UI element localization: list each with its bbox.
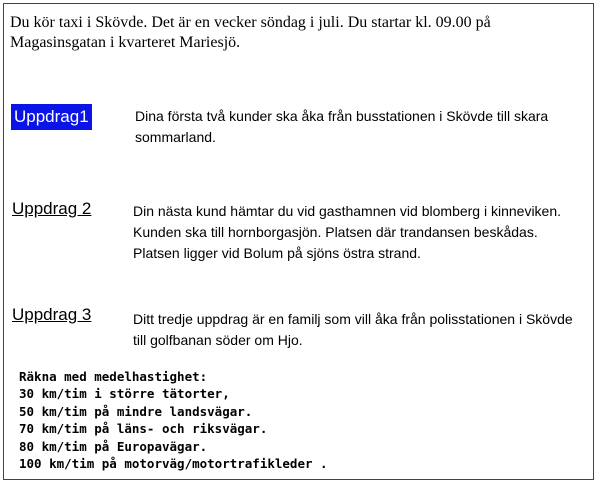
speed-heading: Räkna med medelhastighet: (19, 369, 208, 384)
assignment-3-text: Ditt tredje uppdrag är en familj som vill åka från polisstationen i Skövde till golfbanan söder om Hjo. (133, 311, 573, 348)
assignment-1-label[interactable]: Uppdrag1 (11, 104, 92, 130)
speed-info (19, 368, 519, 472)
speed-line: 80 km/tim på Europavägar. (19, 438, 208, 454)
intro-text: Du kör taxi i Skövde. Det är en vecker söndag i juli. Du startar kl. 09.00 på Magasinsgatan i kvarteret Mariesjö. (10, 14, 491, 51)
assignment-2-label[interactable]: Uppdrag 2 (12, 199, 92, 218)
assignment-3-label[interactable]: Uppdrag 3 (12, 305, 92, 324)
speed-line: 50 km/tim på mindre landsvägar. (19, 403, 253, 419)
speed-line: 30 km/tim i större tätorter, (19, 386, 230, 402)
speed-line: 100 km/tim på motorväg/motortrafikleder . (19, 456, 328, 472)
speed-line: 70 km/tim på läns- och riksvägar. (19, 421, 268, 437)
assignment-2-text: Din nästa kund hämtar du vid gasthamnen vid blomberg i kinneviken. Kunden ska till hornborgasjön. Platsen där trandansen beskådas. Platsen ligger vid Bolum på sjöns östra strand. (133, 203, 562, 261)
assignment-1-text: Dina första två kunder ska åka från busstationen i Skövde till skara sommarland. (135, 108, 549, 145)
